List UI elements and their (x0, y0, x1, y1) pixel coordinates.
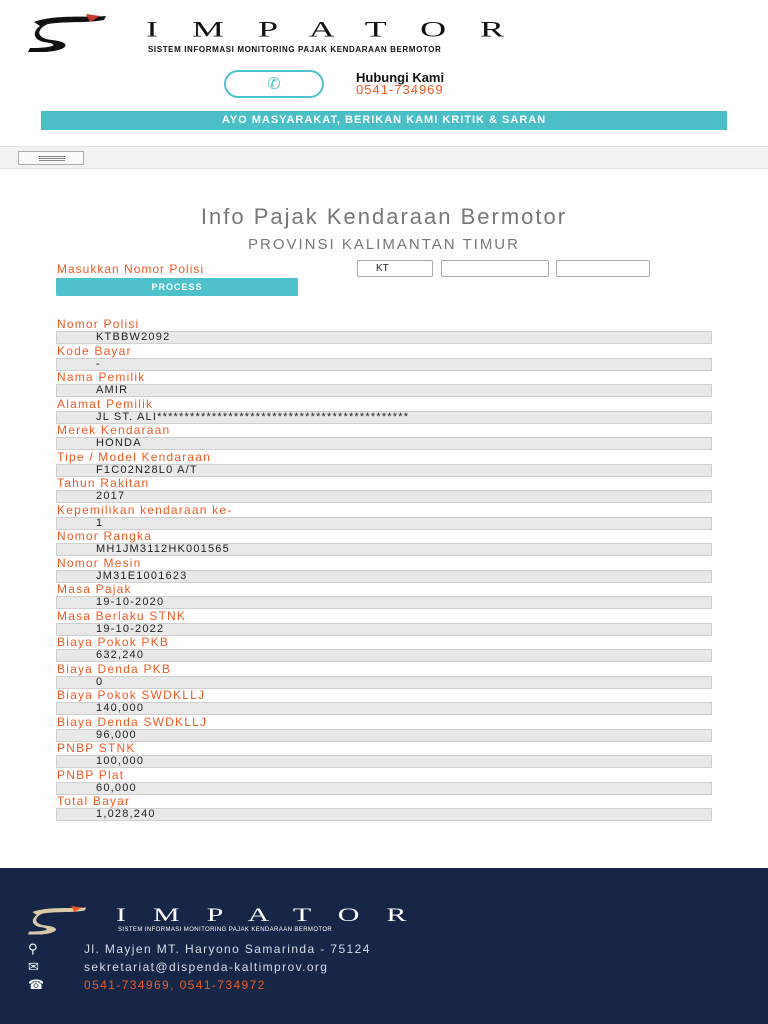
footer-email-row (28, 960, 728, 976)
field-value: KTBBW2092 (56, 331, 712, 344)
field-label: PNBP Plat (57, 767, 125, 782)
simpator-logo[interactable] (26, 14, 626, 56)
field-label: Masa Pajak (57, 582, 132, 596)
field-total-bayar (56, 795, 712, 822)
field-kepemilikan (56, 504, 712, 531)
field-biaya-denda-swdkllj (56, 716, 712, 743)
field-value: 19-10-2022 (56, 623, 712, 636)
field-value: F1C02N28L0 A/T (56, 464, 712, 477)
page-subtitle: PROVINSI KALIMANTAN TIMUR (248, 236, 520, 253)
footer-phone-row (28, 978, 728, 994)
field-label: Biaya Pokok SWDKLLJ (57, 688, 206, 702)
contact-block (224, 70, 534, 104)
field-label: Masa Berlaku STNK (57, 608, 187, 623)
field-pnbp-stnk (56, 742, 712, 769)
footer-address: Jl. Mayjen MT. Haryono Samarinda - 75124 (84, 942, 371, 956)
field-tipe-model (56, 451, 712, 478)
plate-number-input[interactable] (441, 260, 549, 277)
logo-swoosh-icon (26, 14, 108, 54)
field-value: HONDA (56, 437, 712, 450)
page-title: Info Pajak Kendaraan Bermotor (200, 204, 568, 229)
field-nomor-mesin (56, 557, 712, 584)
field-value: MH1JM3112HK001565 (56, 543, 712, 556)
field-nama-pemilik (56, 371, 712, 398)
field-label: Nomor Mesin (57, 555, 142, 570)
field-kode-bayar (56, 345, 712, 372)
field-tahun-rakitan (56, 477, 712, 504)
field-label: Alamat Pemilik (57, 396, 154, 411)
plate-suffix-input[interactable] (556, 260, 650, 277)
field-biaya-pokok-pkb (56, 636, 712, 663)
plate-prefix-input[interactable]: KT (357, 260, 433, 277)
plate-label: Masukkan Nomor Polisi (57, 262, 205, 276)
feedback-banner[interactable]: AYO MASYARAKAT, BERIKAN KAMI KRITIK & SARAN (41, 111, 727, 130)
field-value: 2017 (56, 490, 712, 503)
field-label: Kode Bayar (57, 343, 132, 358)
call-button[interactable] (224, 70, 324, 98)
field-value: 100,000 (56, 755, 712, 768)
phone-icon: ☎ (28, 977, 45, 992)
field-label: Kepemilikan kendaraan ke- (57, 502, 233, 517)
field-label: Nomor Polisi (57, 317, 140, 331)
field-label: Tipe / Model Kendaraan (57, 449, 212, 464)
field-alamat-pemilik (56, 398, 712, 425)
field-label: Nomor Rangka (57, 529, 153, 543)
footer-logo-tagline: SISTEM INFORMASI MONITORING PAJAK KENDARAAN BERMOTOR (118, 927, 333, 933)
logo-swoosh-icon (26, 906, 88, 936)
field-value: 19-10-2020 (56, 596, 712, 609)
field-value: 1 (56, 517, 712, 530)
field-value: 140,000 (56, 702, 712, 715)
field-label: Tahun Rakitan (57, 476, 150, 490)
site-header (0, 0, 768, 145)
field-value: 96,000 (56, 729, 712, 742)
field-value: 1,028,240 (56, 808, 712, 821)
contact-title: Hubungi Kami (356, 70, 445, 85)
tax-info-fields (56, 318, 712, 822)
field-biaya-pokok-swdkllj (56, 689, 712, 716)
field-merek-kendaraan (56, 424, 712, 451)
field-value: - (56, 358, 712, 371)
field-nomor-rangka (56, 530, 712, 557)
field-biaya-denda-pkb (56, 663, 712, 690)
navbar (0, 146, 768, 169)
field-label: PNBP STNK (57, 741, 136, 755)
envelope-icon: ✉ (28, 959, 39, 974)
contact-number[interactable]: 0541-734969 (356, 82, 444, 97)
field-nomor-polisi (56, 318, 712, 345)
field-label: Merek Kendaraan (57, 423, 171, 437)
field-label: Total Bayar (57, 794, 131, 808)
field-label: Biaya Pokok PKB (57, 635, 170, 649)
phone-icon: ✆ (267, 76, 281, 93)
logo-tagline: SISTEM INFORMASI MONITORING PAJAK KENDARAAN BERMOTOR (148, 45, 442, 54)
field-value: AMIR (56, 384, 712, 397)
field-pnbp-plat (56, 769, 712, 796)
field-value: 60,000 (56, 782, 712, 795)
field-value: 0 (56, 676, 712, 689)
field-value: JM31E1001623 (56, 570, 712, 583)
process-button[interactable]: PROCESS (56, 278, 298, 296)
map-marker-icon: ⚲ (28, 941, 38, 956)
field-value: JL ST. ALI********************************************** (56, 411, 712, 424)
footer-logo-wordmark: IMPATOR (116, 904, 434, 926)
footer-phones[interactable]: 0541-734969, 0541-734972 (84, 978, 266, 992)
footer-logo[interactable] (26, 906, 506, 936)
field-value: 632,240 (56, 649, 712, 662)
footer-address-row (28, 942, 728, 958)
footer-email[interactable]: sekretariat@dispenda-kaltimprov.org (84, 960, 329, 974)
field-label: Biaya Denda SWDKLLJ (57, 714, 208, 729)
menu-toggle-button[interactable] (18, 151, 84, 165)
logo-wordmark: IMPATOR (146, 16, 539, 42)
field-label: Biaya Denda PKB (57, 661, 172, 676)
field-label: Nama Pemilik (57, 370, 146, 384)
field-masa-pajak (56, 583, 712, 610)
field-masa-berlaku-stnk (56, 610, 712, 637)
